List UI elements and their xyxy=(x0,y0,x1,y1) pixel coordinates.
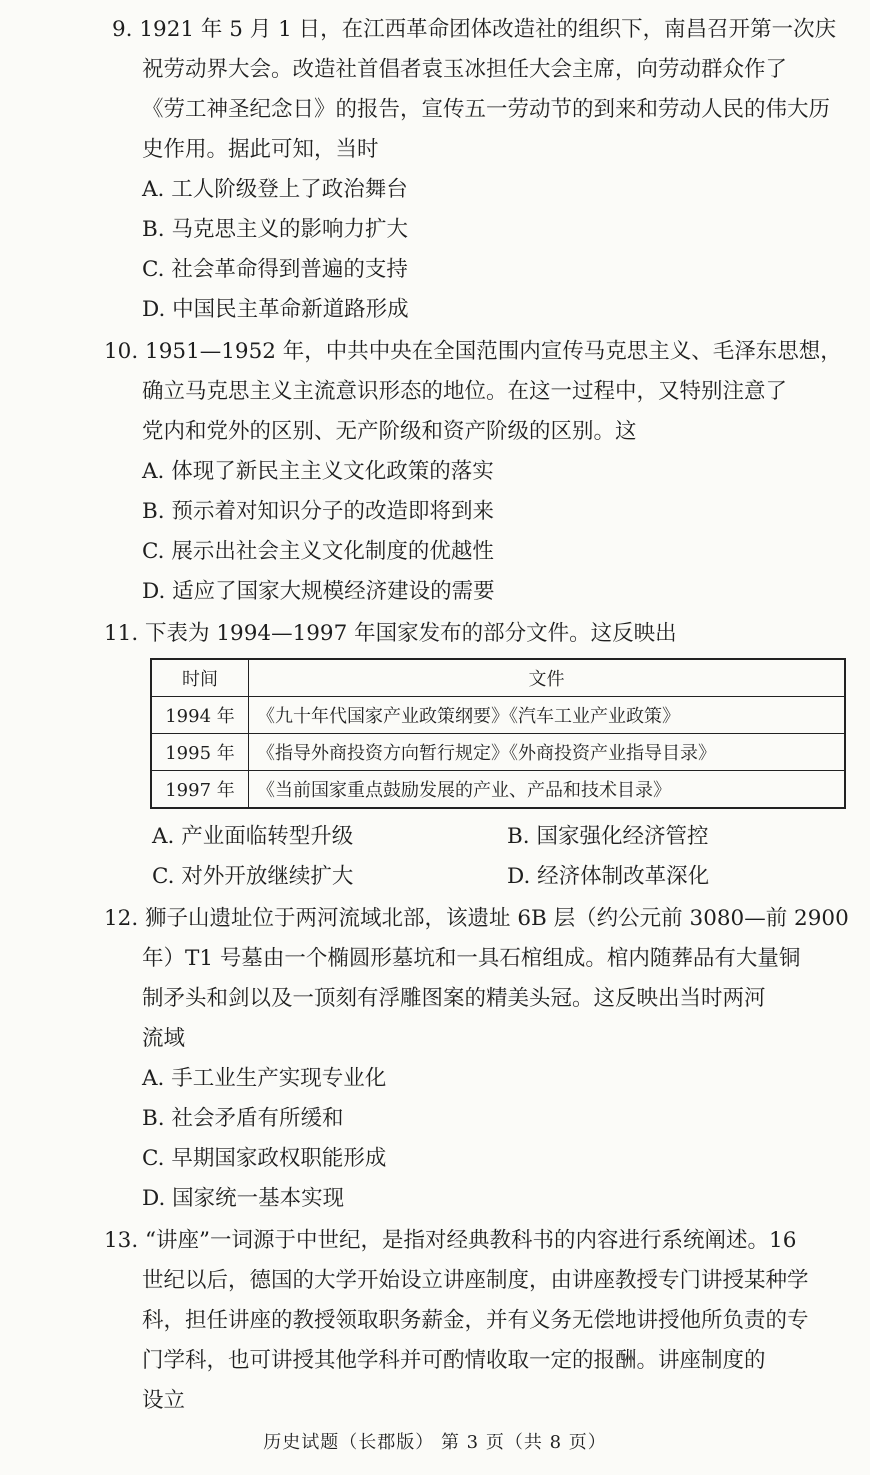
table-cell-year: 1997 年 xyxy=(151,771,249,809)
option-a: A. 产业面临转型升级 xyxy=(152,824,354,849)
option-d: D. 中国民主革命新道路形成 xyxy=(142,297,409,322)
table-cell-year: 1994 年 xyxy=(151,697,249,734)
question-stem-line: 制矛头和剑以及一顶刻有浮雕图案的精美头冠。这反映出当时两河 xyxy=(142,986,766,1011)
question-9 xyxy=(112,10,842,330)
option-c: C. 社会革命得到普遍的支持 xyxy=(142,257,408,282)
question-stem-line: 流域 xyxy=(142,1026,186,1051)
option-c: C. 展示出社会主义文化制度的优越性 xyxy=(142,539,494,564)
question-stem-line: 史作用。据此可知，当时 xyxy=(142,137,379,162)
option-c: C. 对外开放继续扩大 xyxy=(152,864,354,889)
question-stem-line: 设立 xyxy=(142,1388,186,1413)
options-grid xyxy=(112,817,842,897)
option-d: D. 适应了国家大规模经济建设的需要 xyxy=(142,579,495,604)
documents-table xyxy=(150,658,846,809)
option-b: B. 预示着对知识分子的改造即将到来 xyxy=(142,499,494,524)
table-row xyxy=(151,734,845,771)
question-stem-line: 确立马克思主义主流意识形态的地位。在这一过程中，又特别注意了 xyxy=(142,379,788,404)
question-stem-line: 《劳工神圣纪念日》的报告，宣传五一劳动节的到来和劳动人民的伟大历 xyxy=(142,97,831,122)
table-row xyxy=(151,771,845,809)
question-stem-line: 党内和党外的区别、无产阶级和资产阶级的区别。这 xyxy=(142,419,637,444)
table-header-time: 时间 xyxy=(151,659,249,697)
question-stem-line: 13. “讲座”一词源于中世纪，是指对经典教科书的内容进行系统阐述。16 xyxy=(104,1228,797,1253)
question-stem-line: 祝劳动界大会。改造社首倡者袁玉冰担任大会主席，向劳动群众作了 xyxy=(142,57,788,82)
option-d: D. 经济体制改革深化 xyxy=(507,864,710,889)
table-cell-documents: 《九十年代国家产业政策纲要》《汽车工业产业政策》 xyxy=(249,697,846,734)
question-12 xyxy=(104,899,849,1219)
option-b: B. 马克思主义的影响力扩大 xyxy=(142,217,408,242)
question-stem-line: 世纪以后，德国的大学开始设立讲座制度，由讲座教授专门讲授某种学 xyxy=(142,1268,809,1293)
question-13 xyxy=(104,1221,842,1421)
table-cell-documents: 《指导外商投资方向暂行规定》《外商投资产业指导目录》 xyxy=(249,734,846,771)
option-a: A. 体现了新民主主义文化政策的落实 xyxy=(142,459,494,484)
question-stem-line: 11. 下表为 1994—1997 年国家发布的部分文件。这反映出 xyxy=(104,621,677,646)
option-c: C. 早期国家政权职能形成 xyxy=(142,1146,387,1171)
question-stem-line: 门学科，也可讲授其他学科并可酌情收取一定的报酬。讲座制度的 xyxy=(142,1348,766,1373)
table-header-row xyxy=(151,659,845,697)
table-header-document: 文件 xyxy=(249,659,846,697)
question-stem-line: 12. 狮子山遗址位于两河流域北部，该遗址 6B 层（约公元前 3080—前 2900 xyxy=(104,906,849,931)
option-a: A. 手工业生产实现专业化 xyxy=(142,1066,387,1091)
option-b: B. 国家强化经济管控 xyxy=(507,824,709,849)
question-10 xyxy=(104,332,842,612)
question-stem-line: 9. 1921 年 5 月 1 日，在江西革命团体改造社的组织下，南昌召开第一次庆 xyxy=(112,17,837,42)
page-footer: 历史试题（长郡版） 第 3 页（共 8 页） xyxy=(263,1432,607,1453)
table-cell-year: 1995 年 xyxy=(151,734,249,771)
question-stem-line: 科，担任讲座的教授领取职务薪金，并有义务无偿地讲授他所负责的专 xyxy=(142,1308,809,1333)
table-cell-documents: 《当前国家重点鼓励发展的产业、产品和技术目录》 xyxy=(249,771,846,809)
question-stem-line: 年）T1 号墓由一个椭圆形墓坑和一具石棺组成。棺内随葬品有大量铜 xyxy=(142,946,801,971)
question-11 xyxy=(104,614,842,897)
option-b: B. 社会矛盾有所缓和 xyxy=(142,1106,344,1131)
question-stem-line: 10. 1951—1952 年，中共中央在全国范围内宣传马克思主义、毛泽东思想， xyxy=(104,339,842,364)
option-d: D. 国家统一基本实现 xyxy=(142,1186,345,1211)
option-a: A. 工人阶级登上了政治舞台 xyxy=(142,177,408,202)
table-row xyxy=(151,697,845,734)
